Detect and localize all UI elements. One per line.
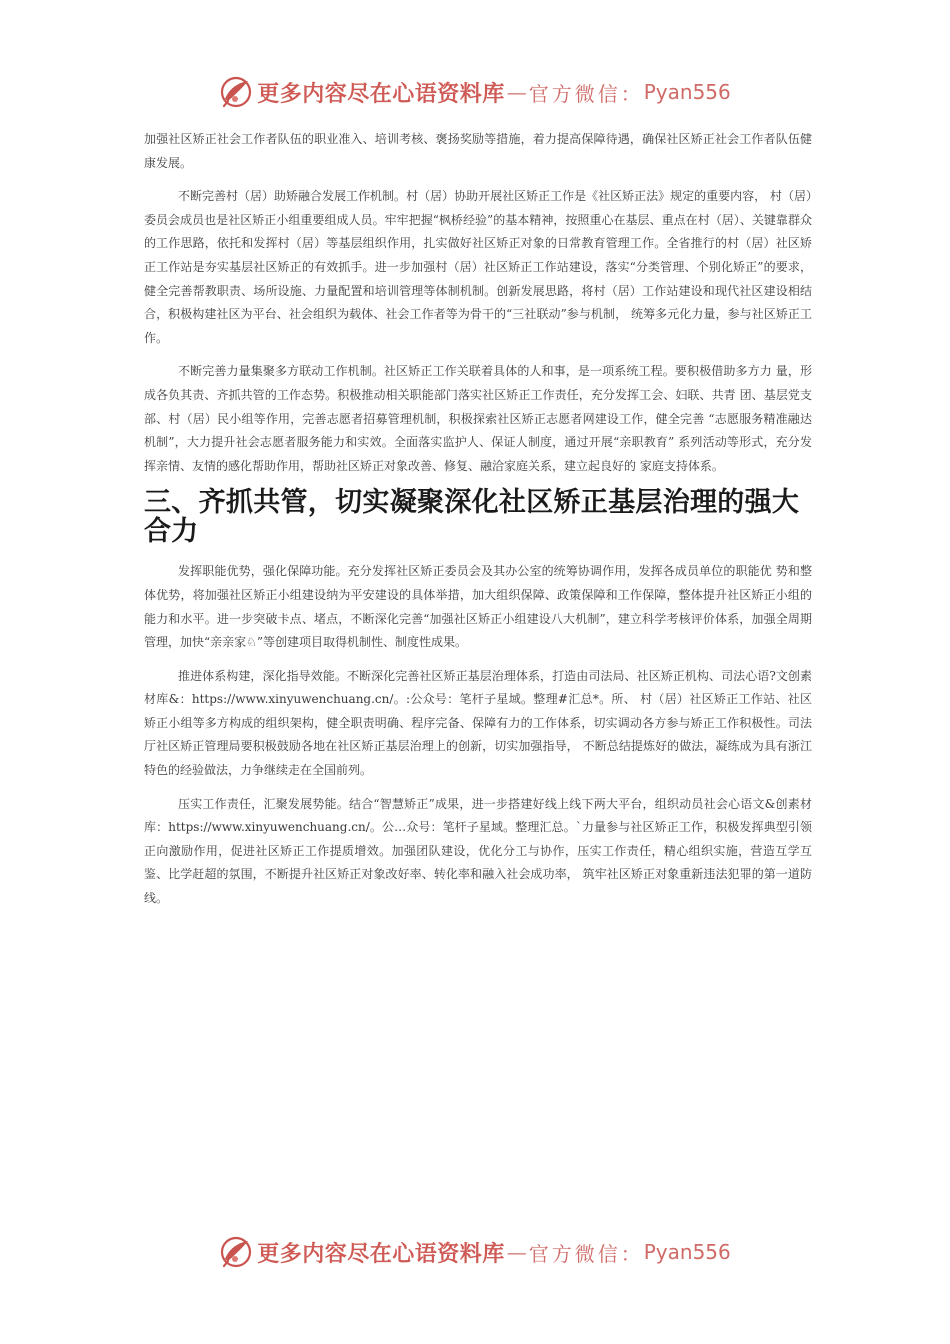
header-watermark bbox=[0, 72, 950, 112]
document-body bbox=[144, 128, 812, 921]
paragraph-village-mechanism: 不断完善村（居）助矫融合发展工作机制。村（居）协助开展社区矫正工作是《社区矫正法》规定的重要内容， 村（居）委员会成员也是社区矫正小组重要组成人员。牢牢把握“枫桥经验”的基本精神，按照重心在基层、重点在村（居）、关键靠群众的工作思路，依托和发挥村（居）等基层组织作用，扎实做好社区矫正对象的日常教育管理工作。全省推行的村（居）社区矫正工作站是夯实基层社区矫正的有效抓手。进一步加强村（居）社区矫正工作站建设，落实“分类管理、个别化矫正”的要求，健全完善帮教职责、场所设施、力量配置和培训管理等体制机制。创新发展思路，将村（居）工作站建设和现代社区建设相结合，积极构建社区为平台、社会组织为载体、社会工作者等为骨干的“三社联动”参与机制， 统筹多元化力量，参与社区矫正工作。 bbox=[144, 189, 812, 345]
watermark-main-text: 更多内容尽在心语资料库 bbox=[257, 1240, 505, 1267]
quill-logo-icon bbox=[219, 75, 253, 109]
section-heading: 三、齐抓共管，切实凝聚深化社区矫正基层治理的强大合力 bbox=[144, 487, 800, 548]
paragraph-system-construction: 推进体系构建，深化指导效能。不断深化完善社区矫正基层治理体系，打造由司法局、社区矫正机构、司法心语?文创素材库&：https://www.xinyuwenchuang.cn/。:公众号：笔杆子星域。整理#汇总*。所、 村（居）社区矫正工作站、社区矫正小组等多方构成的组织架构，健全职责明确、程序完备、保障有力的工作体系，切实调动各方参与矫正工作积极性。司法厅社区矫正管理局要积极鼓励各地在社区矫正基层治理上的创新，切实加强指导， 不断总结提炼好的做法，凝练成为具有浙江特色的经验做法，力争继续走在全国前列。 bbox=[144, 668, 812, 778]
watermark-dash: — bbox=[506, 80, 527, 104]
watermark-wechat-id: Pyan556 bbox=[643, 1240, 731, 1264]
paragraph-work-responsibility: 压实工作责任，汇聚发展势能。结合“智慧矫正”成果，进一步搭建好线上线下两大平台，组织动员社会心语文&创素材库：https://www.xinyuwenchuang.cn/。公…众号：笔杆子星域。整理汇总。`力量参与社区矫正工作，积极发挥典型引领正向激励作用，促进社区矫正工作提质增效。加强团队建设，优化分工与协作，压实工作责任，精心组织实施，营造互学互鉴、比学赶超的氛围，不断提升社区矫正对象改好率、转化率和融入社会成功率， 筑牢社区矫正对象重新违法犯罪的第一道防线。 bbox=[144, 796, 812, 906]
watermark-official-label: 官方微信： bbox=[528, 81, 644, 106]
paragraph-function-advantage: 发挥职能优势，强化保障功能。充分发挥社区矫正委员会及其办公室的统筹协调作用，发挥各成员单位的职能优 势和整体优势，将加强社区矫正小组建设纳为平安建设的具体举措，加大组织保障、政策保障和工作保障，整体提升社区矫正小组的能力和水平。进一步突破卡点、堵点，不断深化完善“加强社区矫正小组建设八大机制”，建立科学考核评价体系，加强全周期管理，加快“亲亲家♘”等创建项目取得机制性、制度性成果。 bbox=[144, 564, 812, 650]
paragraph-multi-party-mechanism: 不断完善力量集聚多方联动工作机制。社区矫正工作关联着具体的人和事，是一项系统工程。要积极借助多方力 量，形成各负其责、齐抓共管的工作态势。积极推动相关职能部门落实社区矫正工作责任，充分发挥工会、妇联、共青 团、基层党支部、村（居）民小组等作用，完善志愿者招募管理机制，积极探索社区矫正志愿者网建设工作，健全完善 “志愿服务精准融达机制”，大力提升社会志愿者服务能力和实效。全面落实监护人、保证人制度，通过开展“亲职教育” 系列活动等形式，充分发挥亲情、友情的感化帮助作用，帮助社区矫正对象改善、修复、融洽家庭关系，建立起良好的 家庭支持体系。 bbox=[144, 364, 812, 473]
watermark-official-label: 官方微信： bbox=[528, 1241, 644, 1266]
paragraph-continuation: 加强社区矫正社会工作者队伍的职业准入、培训考核、褒扬奖励等措施，着力提高保障待遇，确保社区矫正社会工作者队伍健康发展。 bbox=[144, 132, 812, 170]
footer-watermark bbox=[0, 1232, 950, 1272]
watermark-wechat-id: Pyan556 bbox=[643, 80, 731, 104]
watermark-dash: — bbox=[506, 1240, 527, 1264]
quill-logo-icon bbox=[219, 1235, 253, 1269]
watermark-main-text: 更多内容尽在心语资料库 bbox=[257, 80, 505, 107]
